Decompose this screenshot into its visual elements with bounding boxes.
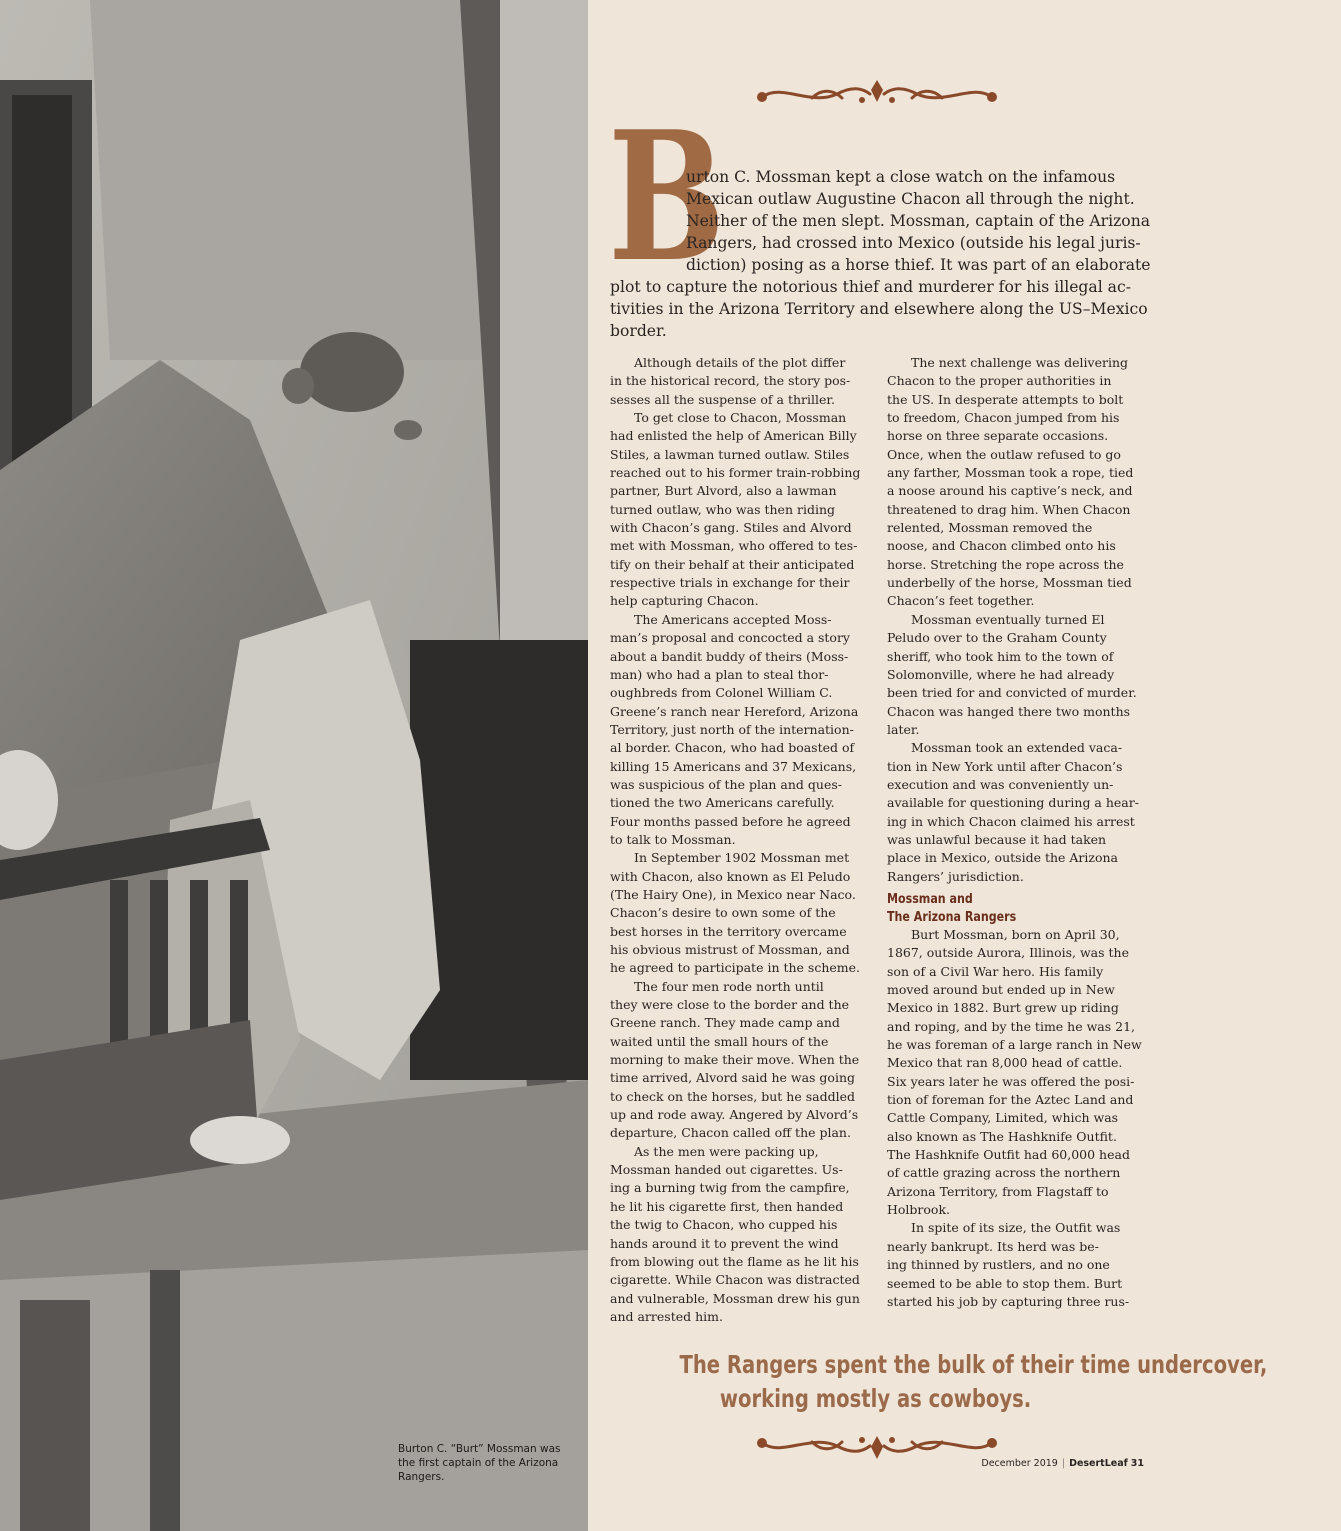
column-line: departure, Chacon called off the plan. <box>610 1125 851 1141</box>
page-footer <box>900 1458 1144 1469</box>
column-line: up and rode away. Angered by Alvord’s <box>610 1107 859 1123</box>
column-line: help capturing Chacon. <box>610 593 759 609</box>
column-line: ing a burning twig from the campfire, <box>610 1180 850 1196</box>
column-line: cigarette. While Chacon was distracted <box>610 1272 860 1288</box>
column-line: with Chacon, also known as El Peludo <box>610 868 851 884</box>
column-line: The Americans accepted Moss- <box>634 611 832 627</box>
column-line: been tried for and convicted of murder. <box>887 685 1137 701</box>
column-line: Mexico that ran 8,000 head of cattle. <box>887 1055 1123 1071</box>
column-line: son of a Civil War hero. His family <box>887 963 1104 979</box>
column-line: reached out to his former train-robbing <box>610 465 861 481</box>
intro-line: Mexican outlaw Augustine Chacon all through the night. <box>686 190 1135 208</box>
column-line: Solomonville, where he had already <box>887 666 1115 682</box>
column-line: to freedom, Chacon jumped from his <box>887 410 1120 426</box>
intro-line: Neither of the men slept. Mossman, captain of the Arizona <box>686 212 1151 230</box>
intro-line: Rangers, had crossed into Mexico (outside his legal juris- <box>686 234 1141 252</box>
pull-quote-text: The Rangers spent the bulk of their time undercover, <box>679 1350 1268 1379</box>
column-line: the US. In desperate attempts to bolt <box>887 391 1124 407</box>
column-line: he agreed to participate in the scheme. <box>610 960 860 976</box>
column-line: he lit his cigarette first, then handed <box>610 1198 844 1214</box>
column-line: and roping, and by the time he was 21, <box>887 1018 1136 1034</box>
column-line: Greene ranch. They made camp and <box>610 1015 840 1031</box>
column-line: available for questioning during a hear- <box>887 795 1139 811</box>
column-line: place in Mexico, outside the Arizona <box>887 850 1119 866</box>
column-line: horse. Stretching the rope across the <box>887 556 1124 572</box>
column-line: Chacon’s feet together. <box>887 593 1035 609</box>
column-line: tify on their behalf at their anticipated <box>610 556 855 572</box>
column-line: oughbreds from Colonel William C. <box>610 685 833 701</box>
column-line: threatened to drag him. When Chacon <box>887 501 1131 517</box>
column-line: The four men rode north until <box>634 978 824 994</box>
column-line: they were close to the border and the <box>610 997 850 1013</box>
column-line: The next challenge was delivering <box>911 355 1128 370</box>
intro-line: diction) posing as a horse thief. It was part of an elaborate <box>686 256 1151 274</box>
column-line: Arizona Territory, from Flagstaff to <box>887 1183 1109 1199</box>
column-line: Four months passed before he agreed <box>610 813 851 829</box>
column-line: to talk to Mossman. <box>610 831 736 847</box>
column-line: the twig to Chacon, who cupped his <box>610 1217 838 1233</box>
column-line: a noose around his captive’s neck, and <box>887 483 1133 499</box>
column-line: later. <box>887 721 920 737</box>
column-line: tioned the two Americans carefully. <box>610 795 835 811</box>
column-line: In September 1902 Mossman met <box>634 850 850 866</box>
column-line: horse on three separate occasions. <box>887 428 1109 444</box>
magazine-name: DesertLeaf <box>1069 1458 1128 1469</box>
column-line: Mossman took an extended vaca- <box>911 740 1123 756</box>
column-line: al border. Chacon, who had boasted of <box>610 740 855 756</box>
column-line: met with Mossman, who offered to tes- <box>610 538 858 554</box>
column-line: underbelly of the horse, Mossman tied <box>887 575 1132 591</box>
column-line: best horses in the territory overcame <box>610 923 847 939</box>
column-line: his obvious mistrust of Mossman, and <box>610 942 850 957</box>
column-line: execution and was conveniently un- <box>887 776 1114 792</box>
column-line: seemed to be able to stop them. Burt <box>887 1275 1123 1291</box>
column-line: from blowing out the flame as he lit his <box>610 1253 859 1269</box>
column-line: Holbrook. <box>887 1202 951 1218</box>
column-line: was suspicious of the plan and ques- <box>610 776 842 792</box>
column-line: to check on the horses, but he saddled <box>610 1088 855 1104</box>
column-line: Mossman handed out cigarettes. Us- <box>610 1162 843 1178</box>
pull-quote-line <box>606 1348 1268 1382</box>
column-line: tion in New York until after Chacon’s <box>887 758 1123 774</box>
article-intro <box>610 166 1151 342</box>
photo-artwork <box>0 0 588 1531</box>
column-line: had enlisted the help of American Billy <box>610 428 857 444</box>
column-line: tion of foreman for the Aztec Land and <box>887 1092 1134 1108</box>
section-subhead-line: The Arizona Rangers <box>887 908 1017 925</box>
right-column-part-a <box>887 354 1145 886</box>
column-line: in the historical record, the story pos- <box>610 373 851 389</box>
column-line: Mossman eventually turned El <box>911 611 1105 627</box>
column-line: Chacon to the proper authorities in <box>887 373 1112 389</box>
column-line: man) who had a plan to steal thor- <box>610 666 829 682</box>
intro-line: border. <box>610 322 667 340</box>
column-line: In spite of its size, the Outfit was <box>911 1220 1121 1236</box>
column-line: 1867, outside Aurora, Illinois, was the <box>887 945 1129 961</box>
column-line: relented, Mossman removed the <box>887 520 1093 536</box>
column-line: killing 15 Americans and 37 Mexicans, <box>610 758 857 774</box>
column-line: waited until the small hours of the <box>610 1033 829 1049</box>
column-line: started his job by capturing three rus- <box>887 1293 1130 1309</box>
section-subhead-line: Mossman and <box>887 890 973 907</box>
right-column <box>887 354 1145 1311</box>
intro-line: tivities in the Arizona Territory and elsewhere along the US–Mexico <box>610 300 1148 318</box>
column-line: Burt Mossman, born on April 30, <box>911 926 1120 942</box>
column-line: any farther, Mossman took a rope, tied <box>887 465 1134 481</box>
column-line: Although details of the plot differ <box>634 355 846 370</box>
column-line: As the men were packing up, <box>634 1143 819 1159</box>
column-line: sesses all the suspense of a thriller. <box>610 391 835 407</box>
column-line: Cattle Company, Limited, which was <box>887 1110 1119 1126</box>
column-line: morning to make their move. When the <box>610 1052 860 1068</box>
issue-date: December 2019 <box>981 1458 1058 1469</box>
column-line: moved around but ended up in New <box>887 982 1115 997</box>
column-line: nearly bankrupt. Its herd was be- <box>887 1238 1099 1254</box>
page-number: 31 <box>1130 1458 1144 1469</box>
column-line: To get close to Chacon, Mossman <box>634 410 847 426</box>
column-line: and arrested him. <box>610 1308 723 1324</box>
column-line: turned outlaw, who was then riding <box>610 501 835 517</box>
column-line: of cattle grazing across the northern <box>887 1165 1121 1181</box>
column-line: (The Hairy One), in Mexico near Naco. <box>610 886 856 902</box>
column-line: Six years later he was offered the posi- <box>887 1073 1135 1089</box>
drop-cap: B <box>608 92 724 301</box>
pull-quote-line <box>606 1382 1146 1416</box>
column-line: respective trials in exchange for their <box>610 575 850 591</box>
column-line: Mexico in 1882. Burt grew up riding <box>887 1000 1119 1016</box>
column-line: sheriff, who took him to the town of <box>887 648 1114 664</box>
historical-photo <box>0 0 588 1531</box>
pull-quote-text: working mostly as cowboys. <box>720 1384 1032 1413</box>
column-line: Peludo over to the Graham County <box>887 630 1107 646</box>
column-line: also known as The Hashknife Outfit. <box>887 1128 1117 1144</box>
column-line: Once, when the outlaw refused to go <box>887 446 1121 462</box>
pull-quote <box>606 1348 1268 1416</box>
intro-line: plot to capture the notorious thief and murderer for his illegal ac- <box>610 278 1131 296</box>
column-line: time arrived, Alvord said he was going <box>610 1070 855 1086</box>
column-line: with Chacon’s gang. Stiles and Alvord <box>610 520 852 536</box>
column-line: was unlawful because it had taken <box>887 831 1107 847</box>
left-column <box>610 354 868 1326</box>
column-line: partner, Burt Alvord, also a lawman <box>610 483 837 499</box>
column-line: about a bandit buddy of theirs (Moss- <box>610 648 849 664</box>
top-ornament-icon <box>752 76 1002 110</box>
intro-line: urton C. Mossman kept a close watch on the infamous <box>686 168 1116 186</box>
column-line: Stiles, a lawman turned outlaw. Stiles <box>610 446 850 462</box>
right-column-part-b <box>887 926 1145 1311</box>
column-line: Territory, just north of the internation- <box>610 721 854 737</box>
column-line: ing in which Chacon claimed his arrest <box>887 813 1135 829</box>
column-line: hands around it to prevent the wind <box>610 1235 839 1251</box>
column-line: ing thinned by rustlers, and no one <box>887 1257 1110 1273</box>
column-line: and vulnerable, Mossman drew his gun <box>610 1290 860 1306</box>
photo-caption: Burton C. “Burt” Mossman was the first captain of the Arizona Rangers. <box>398 1443 561 1483</box>
column-line: he was foreman of a large ranch in New <box>887 1037 1142 1053</box>
column-line: Chacon’s desire to own some of the <box>610 905 836 921</box>
column-line: noose, and Chacon climbed onto his <box>887 538 1116 554</box>
footer-separator: | <box>1061 1458 1066 1469</box>
column-line: Rangers’ jurisdiction. <box>887 868 1024 884</box>
column-line: Greene’s ranch near Hereford, Arizona <box>610 703 859 719</box>
column-line: The Hashknife Outfit had 60,000 head <box>887 1147 1130 1163</box>
column-line: Chacon was hanged there two months <box>887 703 1131 719</box>
column-line: man’s proposal and concocted a story <box>610 630 850 646</box>
